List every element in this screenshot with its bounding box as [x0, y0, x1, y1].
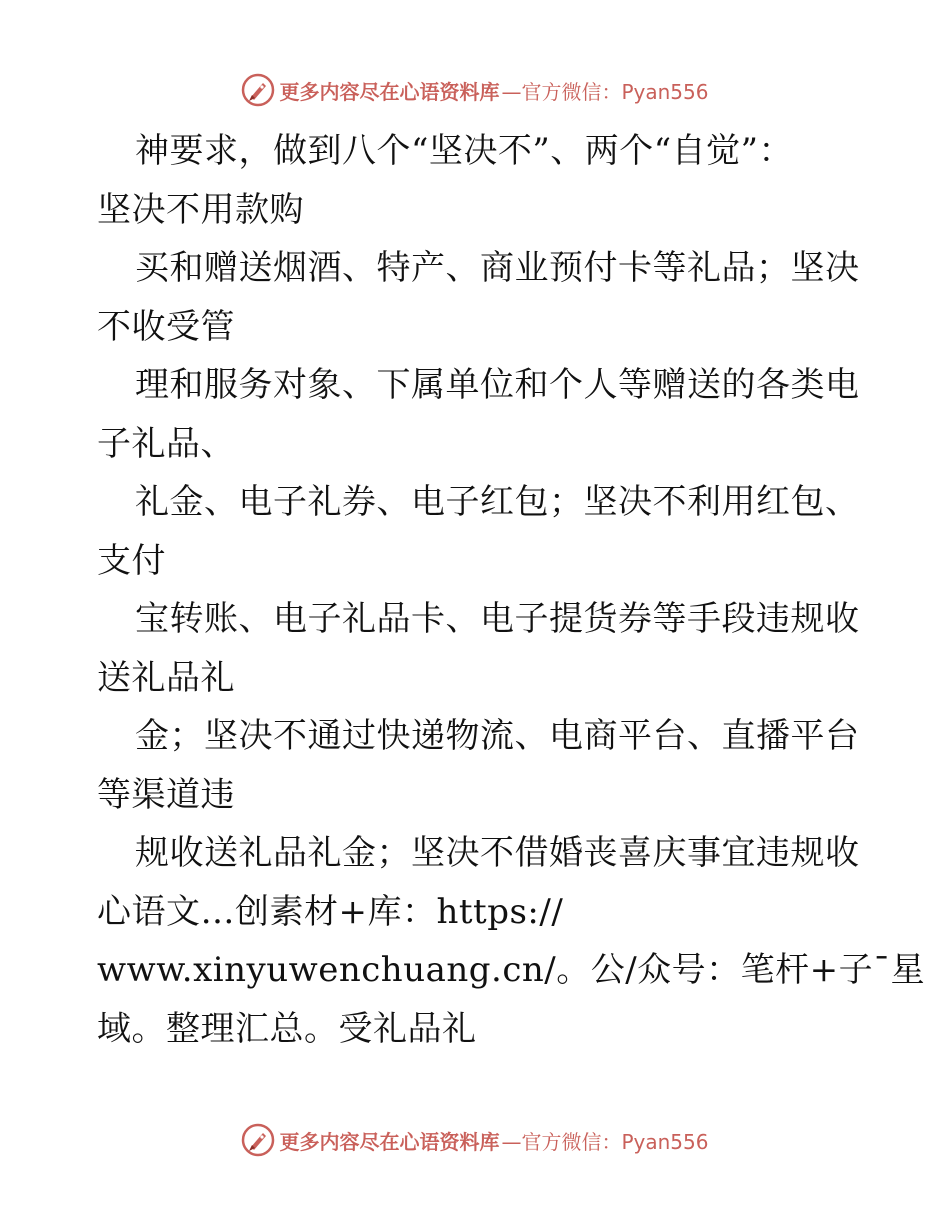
- body-line: 买和赠送烟酒、特产、商业预付卡等礼品；坚决: [135, 248, 860, 288]
- pen-nib-logo-icon: [241, 1123, 275, 1157]
- body-line: 坚决不用款购: [97, 189, 304, 230]
- body-line: 理和服务对象、下属单位和个人等赠送的各类电: [135, 365, 860, 405]
- body-line: 礼金、电子礼券、电子红包；坚决不利用红包、: [135, 482, 860, 522]
- body-line: 心语文…创素材+库：https://: [97, 891, 564, 932]
- footer-banner: [0, 1120, 950, 1160]
- body-line: www.xinyuwenchuang.cn/。公/众号：笔杆+子¯星: [97, 950, 926, 990]
- body-line: 金；坚决不通过快递物流、电商平台、直播平台: [135, 716, 860, 756]
- header-contact-text: —官方微信：Pyan556: [501, 79, 709, 104]
- body-line: 宝转账、电子礼品卡、电子提货券等手段违规收: [135, 599, 860, 639]
- document-body: [97, 122, 926, 1058]
- body-line: 等渠道违: [97, 774, 235, 815]
- body-line: 子礼品、: [97, 423, 235, 464]
- body-line: 域。整理汇总。受礼品礼: [97, 1008, 477, 1049]
- header-banner: [0, 70, 950, 110]
- body-line: 不收受管: [97, 306, 235, 347]
- body-line: 规收送礼品礼金；坚决不借婚丧喜庆事宜违规收: [135, 833, 860, 873]
- pen-nib-logo-icon: [241, 73, 275, 107]
- body-line: 支付: [97, 540, 166, 581]
- body-line: 神要求，做到八个“坚决不”、两个“自觉”：: [135, 131, 794, 171]
- header-brand-text: 更多内容尽在心语资料库: [279, 79, 500, 104]
- footer-contact-text: —官方微信：Pyan556: [501, 1129, 709, 1154]
- body-line: 送礼品礼: [97, 657, 235, 698]
- footer-brand-text: 更多内容尽在心语资料库: [279, 1129, 500, 1154]
